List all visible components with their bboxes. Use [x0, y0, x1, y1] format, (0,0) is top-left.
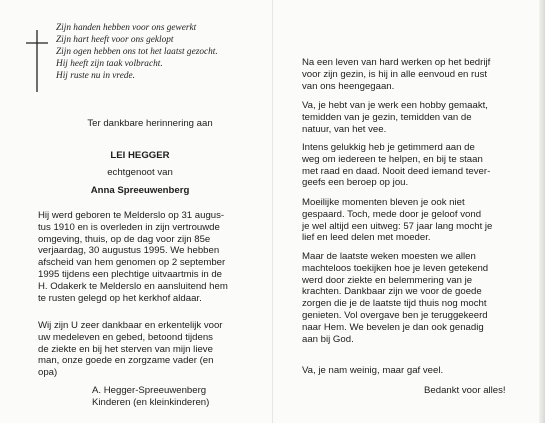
right-paragraph-5: [302, 251, 488, 345]
deceased-name: LEI HEGGER: [110, 150, 170, 161]
right-paragraph-1: [302, 57, 490, 92]
biography-line: omgeving, thuis, op de dag voor zijn 85e: [38, 233, 211, 245]
biography-line: afscheid van hem genomen op 2 september: [38, 257, 226, 269]
right-paragraph-4: [302, 197, 492, 244]
paragraph-line: werd door ziekte en belemmering van je: [302, 274, 473, 286]
signature-line: A. Hegger-Spreeuwenberg: [92, 385, 207, 396]
verse-line: Zijn ogen hebben ons tot het laatst gezocht.: [56, 47, 218, 57]
paragraph-line: Na een leven van hard werken op het bedrijf: [302, 57, 491, 68]
thanks-line: Wij zijn U zeer dankbaar en erkentelijk voor: [38, 320, 223, 331]
right-paragraph-2: [302, 100, 488, 135]
biography-line: te rusten gelegd op het kerkhof aldaar.: [38, 292, 202, 304]
paragraph-line: voor zijn gezin, is hij in alle eenvoud en rust: [302, 68, 488, 80]
paragraph-line: genieten. Vol overgave ben je teruggekeerd: [302, 309, 488, 321]
closing-line: Va, je nam weinig, maar gaf veel.: [302, 365, 444, 376]
cross-icon: [26, 30, 48, 92]
paragraph-line: naar Hem. We bevelen je dan ook genadig: [302, 321, 484, 333]
thanks-line: de ziekte en bij het sterven van mijn lieve: [38, 343, 213, 355]
paragraph-line: Moeilijke momenten bleven je ook niet: [302, 197, 465, 208]
card-edge-shadow: [539, 0, 545, 423]
paragraph-line: lief en leed delen met moeder.: [302, 232, 431, 244]
paragraph-line: weg om iedereen te helpen, en bij te staan: [302, 153, 483, 165]
thanks-line: uw medeleven en gebed, betoond tijdens: [38, 331, 213, 343]
thanks-line: man, onze goede en zorgzame vader (en: [38, 355, 214, 367]
paragraph-line: Va, je hebt van je werk een hobby gemaakt,: [302, 100, 488, 111]
paragraph-line: Maar de laatste weken moesten we allen: [302, 251, 476, 262]
paragraph-line: temidden van je gezin, temidden van de: [302, 111, 472, 123]
thanks-paragraph: [38, 320, 223, 379]
spouse-name: Anna Spreeuwenberg: [90, 185, 190, 196]
final-thanks: Bedankt voor alles!: [424, 385, 506, 396]
verse-line: Zijn hart heeft voor ons geklopt: [56, 35, 174, 45]
verse-line: Hij ruste nu in vrede.: [56, 71, 135, 81]
paragraph-line: van ons heengegaan.: [302, 80, 395, 92]
verse-line: Zijn handen hebben voor ons gewerkt: [56, 23, 197, 33]
biography-line: Hij werd geboren te Melderslo op 31 augus-: [38, 210, 225, 221]
paragraph-line: natuur, van het vee.: [302, 123, 387, 135]
thanks-line: opa): [38, 367, 58, 379]
card-fold-line: [272, 0, 273, 423]
biography-line: tus 1910 en is overleden in zijn vertrouwde: [38, 221, 220, 233]
verse-line: Hij heeft zijn taak volbracht.: [56, 59, 163, 69]
paragraph-line: gespaard. Toch, mede door je geloof vond: [302, 208, 482, 220]
paragraph-line: machteloos toekijken hoe je leven getekend: [302, 262, 489, 274]
paragraph-line: geefs een beroep op jou.: [302, 177, 409, 189]
right-paragraph-3: [302, 142, 490, 189]
biography-paragraph: [38, 210, 228, 304]
paragraph-line: Intens gelukkig heb je getimmerd aan de: [302, 142, 475, 153]
paragraph-line: krachten. Dankbaar zijn we voor de goede: [302, 286, 482, 298]
memorial-verse: [56, 22, 218, 82]
biography-line: H. Odakerk te Melderslo en aansluitend hem: [38, 280, 228, 292]
signature-line: Kinderen (en kleinkinderen): [92, 396, 210, 408]
paragraph-line: je wel altijd een uitweg: 57 jaar lang mocht je: [302, 220, 493, 232]
paragraph-line: aan bij God.: [302, 333, 354, 345]
signature-block: [92, 385, 209, 409]
memorial-intro: Ter dankbare herinnering aan: [87, 118, 213, 129]
paragraph-line: met raad en daad. Nooit deed iemand tever-: [302, 165, 491, 177]
biography-line: verjaardag, 30 augustus 1995. We hebben: [38, 245, 220, 257]
spouse-label: echtgenoot van: [107, 167, 173, 178]
paragraph-line: zorgen die je de laatste tijd thuis nog mocht: [302, 298, 487, 310]
biography-line: 1995 tijdens een plechtige uitvaartmis in de: [38, 268, 222, 280]
